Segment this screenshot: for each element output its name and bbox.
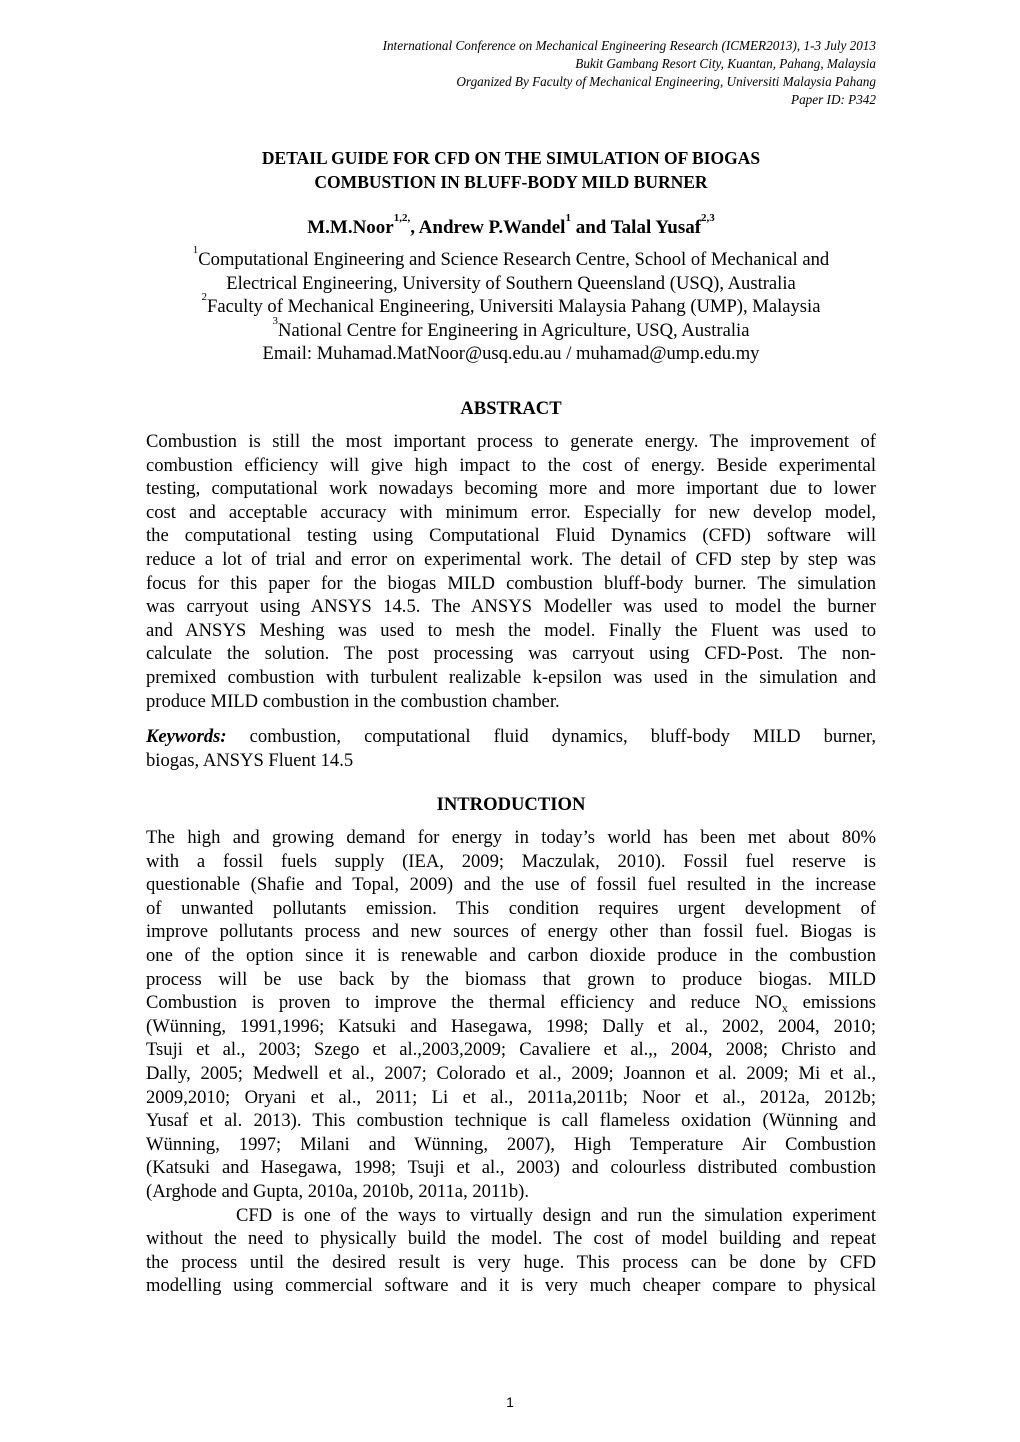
author-sup: 1,2, xyxy=(393,212,411,224)
text-line: CFD is one of the ways to virtually design and run the simulation experiment xyxy=(236,1204,876,1226)
text-line: combustion efficiency will give high impact to the cost of energy. Beside experimental xyxy=(146,454,876,476)
text-line: process will be use back by the biomass that grown to produce biogas. MILD xyxy=(146,968,876,990)
author-sup: 2,3 xyxy=(701,212,715,224)
text: emissions xyxy=(787,992,876,1014)
aff-sup: 2 xyxy=(201,291,208,303)
affiliation-1 xyxy=(130,244,892,272)
author-name: M.M.Noor xyxy=(307,217,394,238)
paper-title xyxy=(146,146,876,194)
title-line: DETAIL GUIDE FOR CFD ON THE SIMULATION OF BIOGAS xyxy=(261,148,761,168)
author-name: and Talal Yusaf xyxy=(570,217,702,238)
author-sup: 1 xyxy=(565,212,571,224)
text-line: reduce a lot of trial and error on experimental work. The detail of CFD step by step was xyxy=(146,548,876,570)
affiliation-2 xyxy=(130,291,892,319)
text-line: (Wünning, 1991,1996; Katsuki and Hasegawa, 1998; Dally et al., 2002, 2004, 2010; xyxy=(146,1015,876,1037)
text-line: and ANSYS Meshing was used to mesh the model. Finally the Fluent was used to xyxy=(146,619,876,641)
text-line: with a fossil fuels supply (IEA, 2009; Maczulak, 2010). Fossil fuel reserve is xyxy=(146,850,876,872)
keywords-text: combustion, computational fluid dynamics, bluff-body MILD burner, xyxy=(226,726,876,747)
text-line: one of the option since it is renewable and carbon dioxide produce in the combustion xyxy=(146,944,876,966)
page-number: 1 xyxy=(506,1394,514,1410)
text-line: (Arghode and Gupta, 2010a, 2010b, 2011a, 2011b). xyxy=(146,1180,529,1202)
paper-id: Paper ID: P342 xyxy=(791,92,876,107)
affiliation-1-cont: Electrical Engineering, University of Southern Queensland (USQ), Australia xyxy=(226,272,796,294)
aff-sup: 3 xyxy=(272,314,279,327)
aff-text: Faculty of Mechanical Engineering, Universiti Malaysia Pahang (UMP), Malaysia xyxy=(207,296,821,317)
text-line: cost and acceptable accuracy with minimum error. Especially for new develop model, xyxy=(146,501,876,523)
text-line: questionable (Shafie and Topal, 2009) and the use of fossil fuel resulted in the increase xyxy=(146,874,876,896)
aff-text: Computational Engineering and Science Research Centre, School of Mechanical and xyxy=(198,249,830,270)
conference-header xyxy=(146,37,876,109)
text-line: of unwanted pollutants emission. This condition requires urgent development of xyxy=(146,897,876,919)
text-line: without the need to physically build the model. The cost of model building and repeat xyxy=(146,1228,876,1250)
text-line: produce MILD combustion in the combustion chamber. xyxy=(146,690,560,712)
header-line: Bukit Gambang Resort City, Kuantan, Pahang, Malaysia xyxy=(575,56,876,71)
text-line: (Katsuki and Hasegawa, 1998; Tsuji et al., 2003) and colourless distributed combustion xyxy=(146,1157,876,1179)
text-line: the process until the desired result is very huge. This process can be done by CFD xyxy=(146,1251,876,1273)
text-line: improve pollutants process and new sources of energy other than fossil fuel. Biogas is xyxy=(146,921,876,943)
introduction-heading: INTRODUCTION xyxy=(436,794,586,815)
affiliations xyxy=(130,244,892,366)
text-line: modelling using commercial software and it is very much cheaper compare to physical xyxy=(146,1275,876,1297)
header-line: Organized By Faculty of Mechanical Engineering, Universiti Malaysia Pahang xyxy=(456,74,876,89)
abstract-body xyxy=(146,430,876,713)
header-line: International Conference on Mechanical Engineering Research (ICMER2013), 1-3 July 2013 xyxy=(382,38,876,53)
text-line: The high and growing demand for energy in today’s world has been met about 80% xyxy=(146,827,876,848)
author-name: , Andrew P.Wandel xyxy=(410,217,566,238)
text-line: testing, computational work nowadays becoming more and more important due to lower xyxy=(146,478,876,500)
text-line: the computational testing using Computational Fluid Dynamics (CFD) software will xyxy=(146,525,876,547)
text: Combustion is proven to improve the thermal efficiency and reduce NO xyxy=(146,992,782,1014)
abstract-heading: ABSTRACT xyxy=(460,398,562,419)
text-line: Yusaf et al. 2013). This combustion technique is call flameless oxidation (Wünning and xyxy=(146,1110,876,1132)
text-line: premixed combustion with turbulent realizable k-epsilon was used in the simulation and xyxy=(146,666,876,688)
introduction-body xyxy=(146,826,876,1298)
text-line: calculate the solution. The post processing was carryout using CFD-Post. The non- xyxy=(146,643,876,665)
text-line: 2009,2010; Oryani et al., 2011; Li et al., 2011a,2011b; Noor et al., 2012a, 2012b; xyxy=(146,1086,876,1108)
text-line: focus for this paper for the biogas MILD combustion bluff-body burner. The simulation xyxy=(146,572,876,594)
text-line xyxy=(146,991,876,1015)
keywords xyxy=(146,725,876,772)
keywords-label: Keywords: xyxy=(146,726,227,747)
text-line: Combustion is still the most important process to generate energy. The improvement of xyxy=(146,431,876,452)
title-line: COMBUSTION IN BLUFF-BODY MILD BURNER xyxy=(314,172,708,192)
text-line: Dally, 2005; Medwell et al., 2007; Colorado et al., 2009; Joannon et al. 2009; Mi et al., xyxy=(146,1062,876,1084)
author-list xyxy=(146,212,876,240)
subscript: x xyxy=(781,1001,788,1016)
aff-text: National Centre for Engineering in Agriculture, USQ, Australia xyxy=(278,319,750,341)
text-line: Wünning, 1997; Milani and Wünning, 2007), High Temperature Air Combustion xyxy=(146,1133,876,1155)
email-line: Email: Muhamad.MatNoor@usq.edu.au / muhamad@ump.edu.my xyxy=(262,343,760,364)
text-line: Tsuji et al., 2003; Szego et al.,2003,2009; Cavaliere et al.,, 2004, 2008; Christo and xyxy=(146,1039,876,1061)
keywords-text: biogas, ANSYS Fluent 14.5 xyxy=(146,749,354,771)
affiliation-3 xyxy=(130,314,892,343)
aff-sup: 1 xyxy=(192,244,199,256)
text-line: was carryout using ANSYS 14.5. The ANSYS Modeller was used to model the burner xyxy=(146,596,876,618)
